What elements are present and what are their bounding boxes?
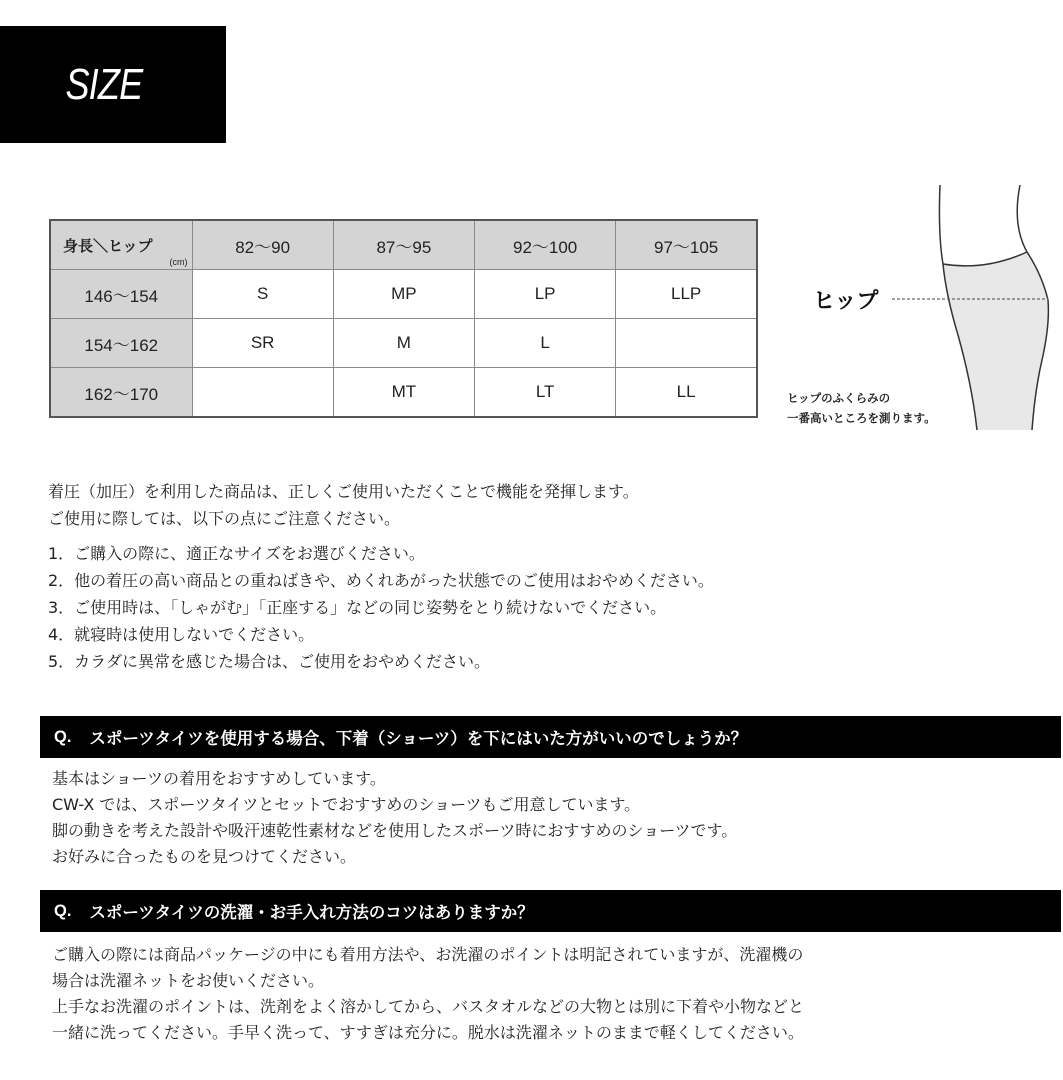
hip-caption: [787, 388, 936, 428]
size-title: SIZE: [65, 59, 143, 109]
table-row: [50, 319, 757, 368]
q-prefix: Q.: [54, 901, 72, 920]
column-header: 97〜105: [616, 220, 757, 270]
answer-line: CW-X では、スポーツタイツとセットでおすすめのショーツもご用意しています。: [52, 795, 641, 814]
table-row: [50, 368, 757, 418]
size-cell: MT: [333, 368, 474, 418]
faq-question-underwear: [40, 716, 1061, 758]
size-chart-table: [49, 219, 758, 418]
size-cell: SR: [192, 319, 333, 368]
caution-item: 5．カラダに異常を感じた場合は、ご使用をおやめください。: [48, 652, 491, 671]
answer-line: 基本はショーツの着用をおすすめしています。: [52, 769, 386, 788]
size-cell: LP: [475, 270, 616, 319]
unit-label: (cm): [169, 257, 188, 267]
size-cell: LT: [475, 368, 616, 418]
size-cell: MP: [333, 270, 474, 319]
caution-item: 3．ご使用時は、「しゃがむ」「正座する」などの同じ姿勢をとり続けないでください。: [48, 598, 667, 617]
table-header-row: [50, 220, 757, 270]
size-cell: [192, 368, 333, 418]
caution-item: 4．就寝時は使用しないでください。: [48, 625, 315, 644]
size-title-banner: [0, 26, 226, 143]
size-cell: S: [192, 270, 333, 319]
row-header: 162〜170: [50, 368, 192, 418]
table-row: [50, 270, 757, 319]
caution-list: [48, 540, 714, 675]
question-text: スポーツタイツを使用する場合、下着（ショーツ）を下にはいた方がいいのでしょうか？: [89, 729, 748, 748]
faq-answer-underwear: [52, 766, 737, 870]
size-cell: [616, 319, 757, 368]
row-header: 154〜162: [50, 319, 192, 368]
size-cell: M: [333, 319, 474, 368]
caption-line: 一番高いところを測ります。: [787, 411, 936, 425]
answer-line: ご購入の際には商品パッケージの中にも着用方法や、お洗濯のポイントは明記されていますが、洗濯機の: [52, 945, 804, 964]
corner-header: [50, 220, 192, 270]
q-prefix: Q.: [54, 727, 72, 746]
size-cell: L: [475, 319, 616, 368]
faq-question-washing: [40, 890, 1061, 932]
answer-line: お好みに合ったものを見つけてください。: [52, 847, 357, 866]
faq-answer-washing: [52, 942, 804, 1046]
column-header: 82〜90: [192, 220, 333, 270]
intro-line: 着圧（加圧）を利用した商品は、正しくご使用いただくことで機能を発揮します。: [48, 482, 639, 501]
intro-text: [48, 478, 639, 532]
answer-line: 場合は洗濯ネットをお使いください。: [52, 971, 325, 990]
answer-line: 上手なお洗濯のポイントは、洗剤をよく溶かしてから、バスタオルなどの大物とは別に下着や小物などと: [52, 997, 805, 1016]
row-header: 146〜154: [50, 270, 192, 319]
question-text: スポーツタイツの洗濯・お手入れ方法のコツはありますか？: [89, 903, 534, 922]
corner-label: 身長＼ヒップ: [63, 236, 153, 255]
size-cell: LL: [616, 368, 757, 418]
caution-item: 2．他の着圧の高い商品との重ねばきや、めくれあがった状態でのご使用はおやめください。: [48, 571, 714, 590]
column-header: 92〜100: [475, 220, 616, 270]
caution-item: 1．ご購入の際に、適正なサイズをお選びください。: [48, 544, 425, 563]
intro-line: ご使用に際しては、以下の点にご注意ください。: [48, 509, 401, 528]
column-header: 87〜95: [333, 220, 474, 270]
size-cell: LLP: [616, 270, 757, 319]
answer-line: 一緒に洗ってください。手早く洗って、すすぎは充分に。脱水は洗濯ネットのままで軽くしてください。: [52, 1023, 804, 1042]
hip-label: ヒップ: [813, 289, 879, 314]
answer-line: 脚の動きを考えた設計や吸汗速乾性素材などを使用したスポーツ時におすすめのショーツです。: [52, 821, 738, 840]
caption-line: ヒップのふくらみの: [787, 391, 891, 405]
